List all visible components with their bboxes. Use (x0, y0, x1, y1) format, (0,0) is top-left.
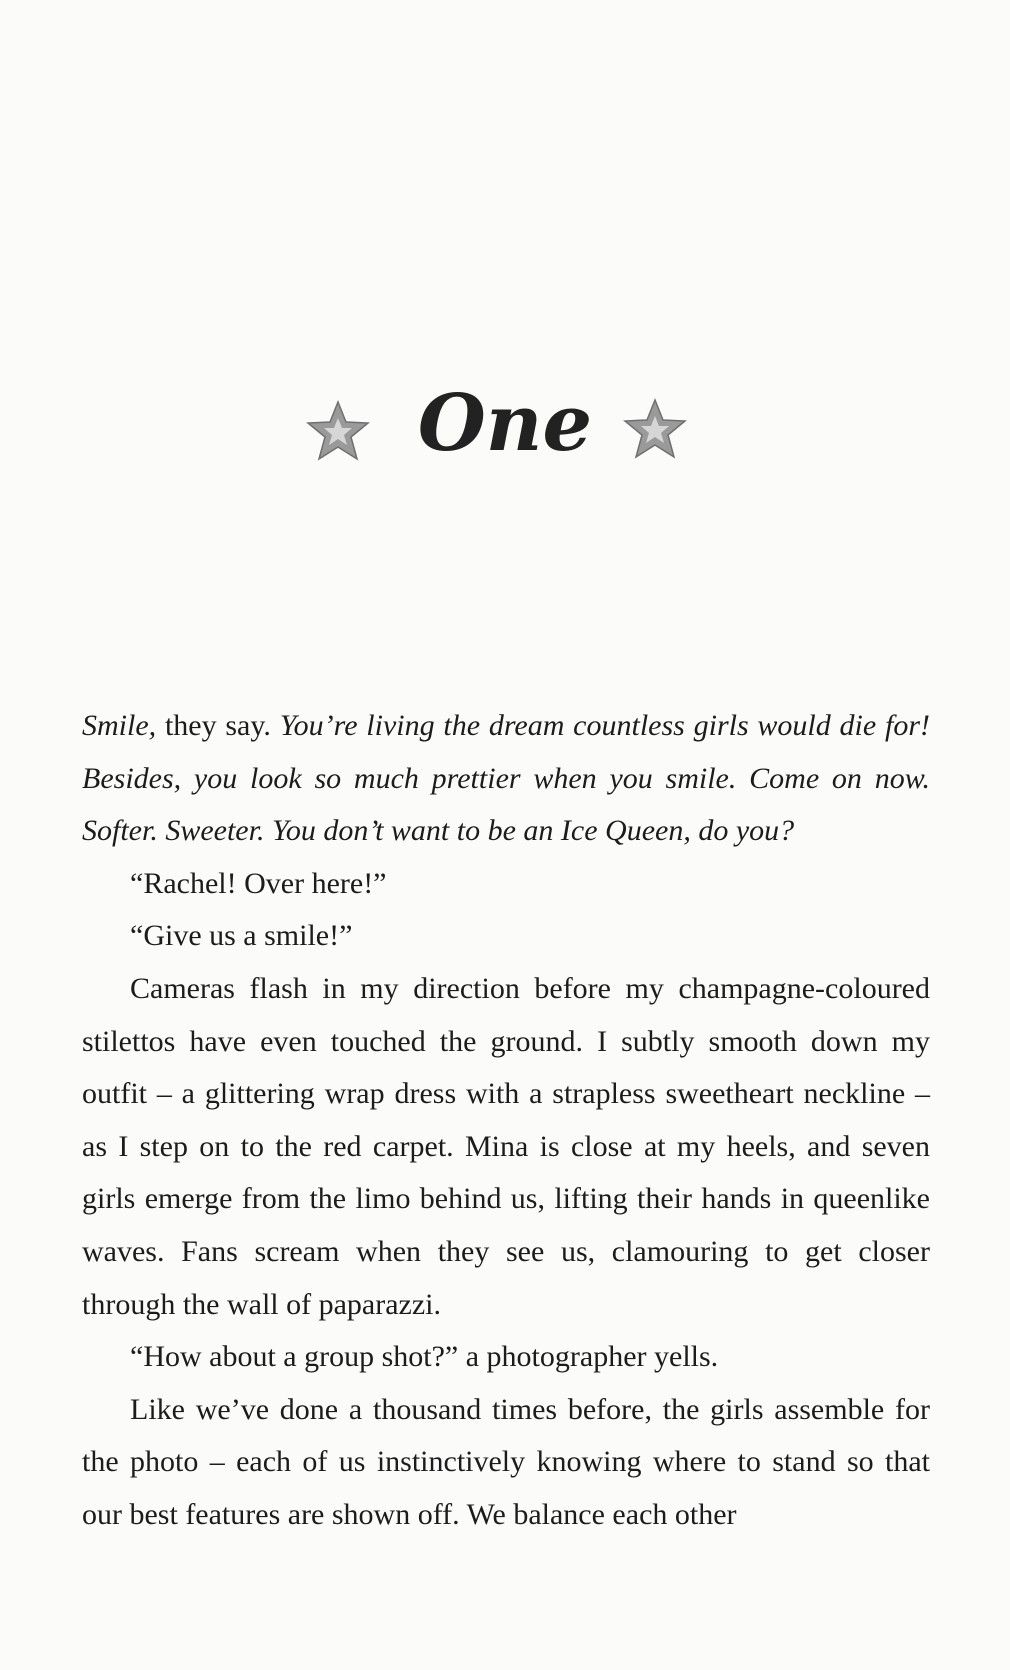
dialogue-line-3: “How about a group shot?” a photographer yells. (130, 1340, 719, 1374)
intro-italic-1: Smile, (82, 709, 157, 742)
star-ornament-right (625, 400, 685, 457)
chapter-text (82, 700, 930, 1542)
intro-roman: they say. (156, 709, 280, 742)
chapter-title: One (417, 378, 593, 469)
dialogue-line-2: “Give us a smile!” (130, 919, 353, 953)
dialogue-line-1: “Rachel! Over here!” (130, 866, 387, 900)
intro-paragraph (82, 700, 930, 858)
paragraph-1: Cameras flash in my direction before my champagne-coloured stilettos have even touched the ground. I subtly smooth down my outfit – a glittering wrap dress with a strapless sweetheart neckline – as I step on to the red carpet. Mina is close at my heels, and seven girls emerge from the limo behind us, lifting their hands in queenlike waves. Fans scream when they see us, clamouring to get closer through the wall of paparazzi. (82, 971, 930, 1321)
chapter-heading-graphic (0, 370, 1010, 480)
intro-italic-2: You’re living the dream countless girls would die for! Besides, you look so much prettier when you smile. Come on now. Softer. Sweeter. You don’t want to be an Ice Queen, do you? (82, 709, 930, 848)
star-ornament-left (308, 402, 368, 459)
paragraph-2: Like we’ve done a thousand times before, the girls assemble for the photo – each of us instinctively knowing where to stand so that our best features are shown off. We balance each other (82, 1392, 930, 1531)
chapter-heading (0, 370, 1010, 480)
